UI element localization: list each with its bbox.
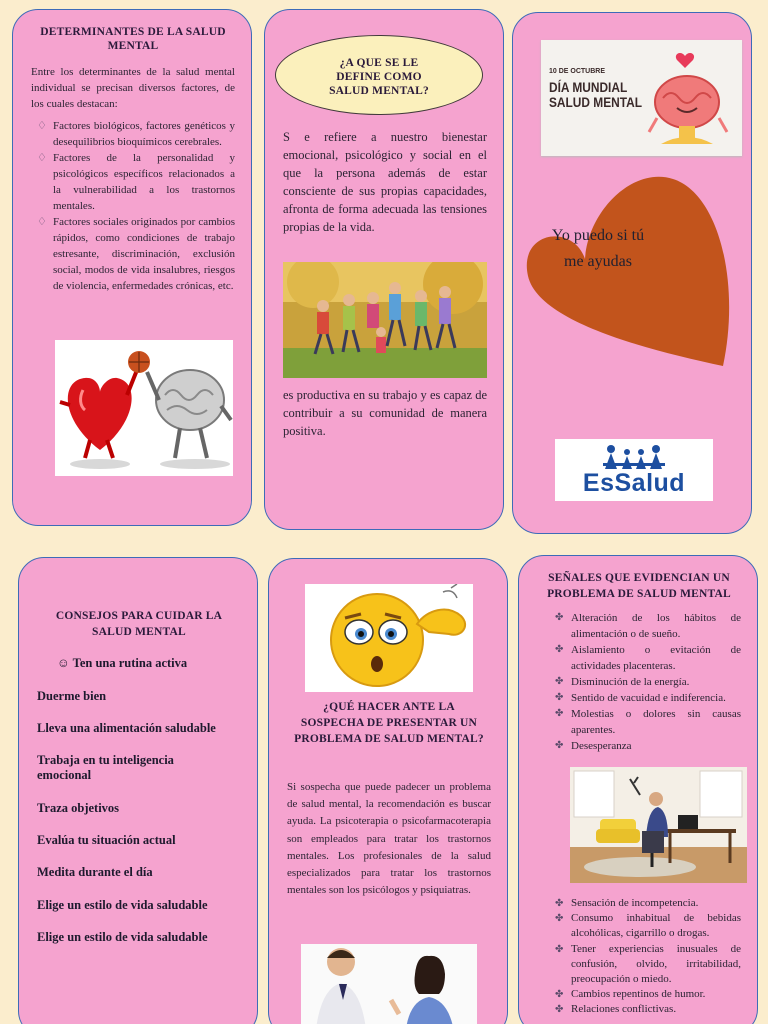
heart-icon [523,171,735,381]
jumping-people-photo [283,262,487,378]
list-item: ✤ Tener experiencias inusuales de confusión, olvido, irritabilidad, preocupación o miedo. [555,942,741,988]
warning-signs-list-b [555,896,741,1018]
tip-item: Elige un estilo de vida saludable [37,898,208,912]
what-to-do-question: ¿QUÉ HACER ANTE LA SOSPECHA DE PRESENTAR UN PROBLEMA DE SALUD MENTAL? [294,701,484,745]
what-to-do-text: Si sospecha que puede padecer un problema de salud mental, la recomendación es buscar ayuda. La psicoterapia o psicofarmacoterapia son empleados para tratar los trastornos mentales. Los profesionales de la salud especializados para tratar los trastornos mentales son los psicólogos y psiquiatras. [287,781,491,897]
list-item: ✤ Molestias o dolores sin causas aparentes. [555,706,741,738]
warning-signs-title: SEÑALES QUE EVIDENCIAN UN PROBLEMA DE SALUD MENTAL [547,572,731,600]
list-item: ✤ Alteración de los hábitos de alimentación o de sueño. [555,610,741,642]
list-item: ✤ Cambios repentinos de humor. [555,987,741,1002]
definition-text: S e refiere a nuestro bienestar emocional, psicológico y social en el que la persona además de estar consciente de sus propias capacidades, afronta de forma adecuada las tensiones propias de la vida. [283,130,487,234]
world-mental-health-day-banner [541,40,742,156]
meditating-brain-icon [641,44,741,154]
tip-item: Duerme bien [37,689,107,703]
cover-panel [512,12,752,534]
home-office-photo [570,767,747,883]
tip-item: Medita durante el día [37,865,153,879]
determinants-intro: Entre los determinantes de la salud mental individual se precisan diversos factores, de los cuales destacan: [31,66,235,110]
list-item: ✤ Sentido de vacuidad e indiferencia. [555,690,741,706]
list-item: ✤ Disminución de la energía. [555,674,741,690]
list-item: ✤ Desesperanza [555,738,741,754]
tips-panel [18,557,258,1024]
determinants-title: DETERMINANTES DE LA SALUD MENTAL [40,26,226,52]
tip-item: Elige un estilo de vida saludable [37,930,208,944]
warning-signs-panel [518,555,758,1024]
list-item: ♢ Factores biológicos, factores genéticos y desequilibrios bioquímicos cerebrales. [37,118,235,150]
consultation-photo [301,944,477,1024]
what-to-do-panel [268,558,508,1024]
banner-date: 10 DE OCTUBRE [549,68,606,75]
definition-continuation: es productiva en su trabajo y es capaz de contribuir a su comunidad de manera positiva. [283,388,487,438]
list-item: ✤ Consumo inhabitual de bebidas alcohólicas, cigarrillo o drogas. [555,911,741,941]
heart-brain-illustration [55,340,233,476]
list-item: ✤ Aislamiento o evitación de actividades placenteras. [555,642,741,674]
determinants-list [37,118,235,294]
list-item: ♢ Factores de la personalidad y psicológicos específicos relacionados a la vulnerabilidad a los trastornos mentales. [37,150,235,214]
list-item: ♢ Factores sociales originados por cambios rápidos, como condiciones de trabajo estresante, discriminación, exclusión social, modos de vida insalubres, riesgos de violencia, enfermedades crónicas, etc. [37,214,235,294]
tip-item: Lleva una alimentación saludable [37,721,216,735]
tip-item: ☺ Ten una rutina activa [57,656,188,670]
definition-question: ¿A QUE SE LE DEFINE COMO SALUD MENTAL? [329,57,429,97]
essalud-logo [555,439,713,501]
list-item: ✤ Relaciones conflictivas. [555,1002,741,1017]
heart-message: Yo puedo si tú me ayudas [551,227,645,270]
warning-signs-list-a [555,610,741,754]
determinants-panel [12,9,252,526]
tips-title: CONSEJOS PARA CUIDAR LA SALUD MENTAL [55,610,223,638]
banner-line2: SALUD MENTAL [549,94,642,110]
tip-item: Evalúa tu situación actual [37,833,176,847]
banner-line1: DÍA MUNDIAL [549,79,628,95]
list-item: ✤ Sensación de incompetencia. [555,896,741,911]
tip-item: Trabaja en tu inteligencia emocional [37,753,174,782]
essalud-logo-text: EsSalud [582,469,686,497]
confused-emoji-icon [305,584,473,692]
definition-panel [264,9,504,530]
tip-item: Traza objetivos [37,801,120,815]
